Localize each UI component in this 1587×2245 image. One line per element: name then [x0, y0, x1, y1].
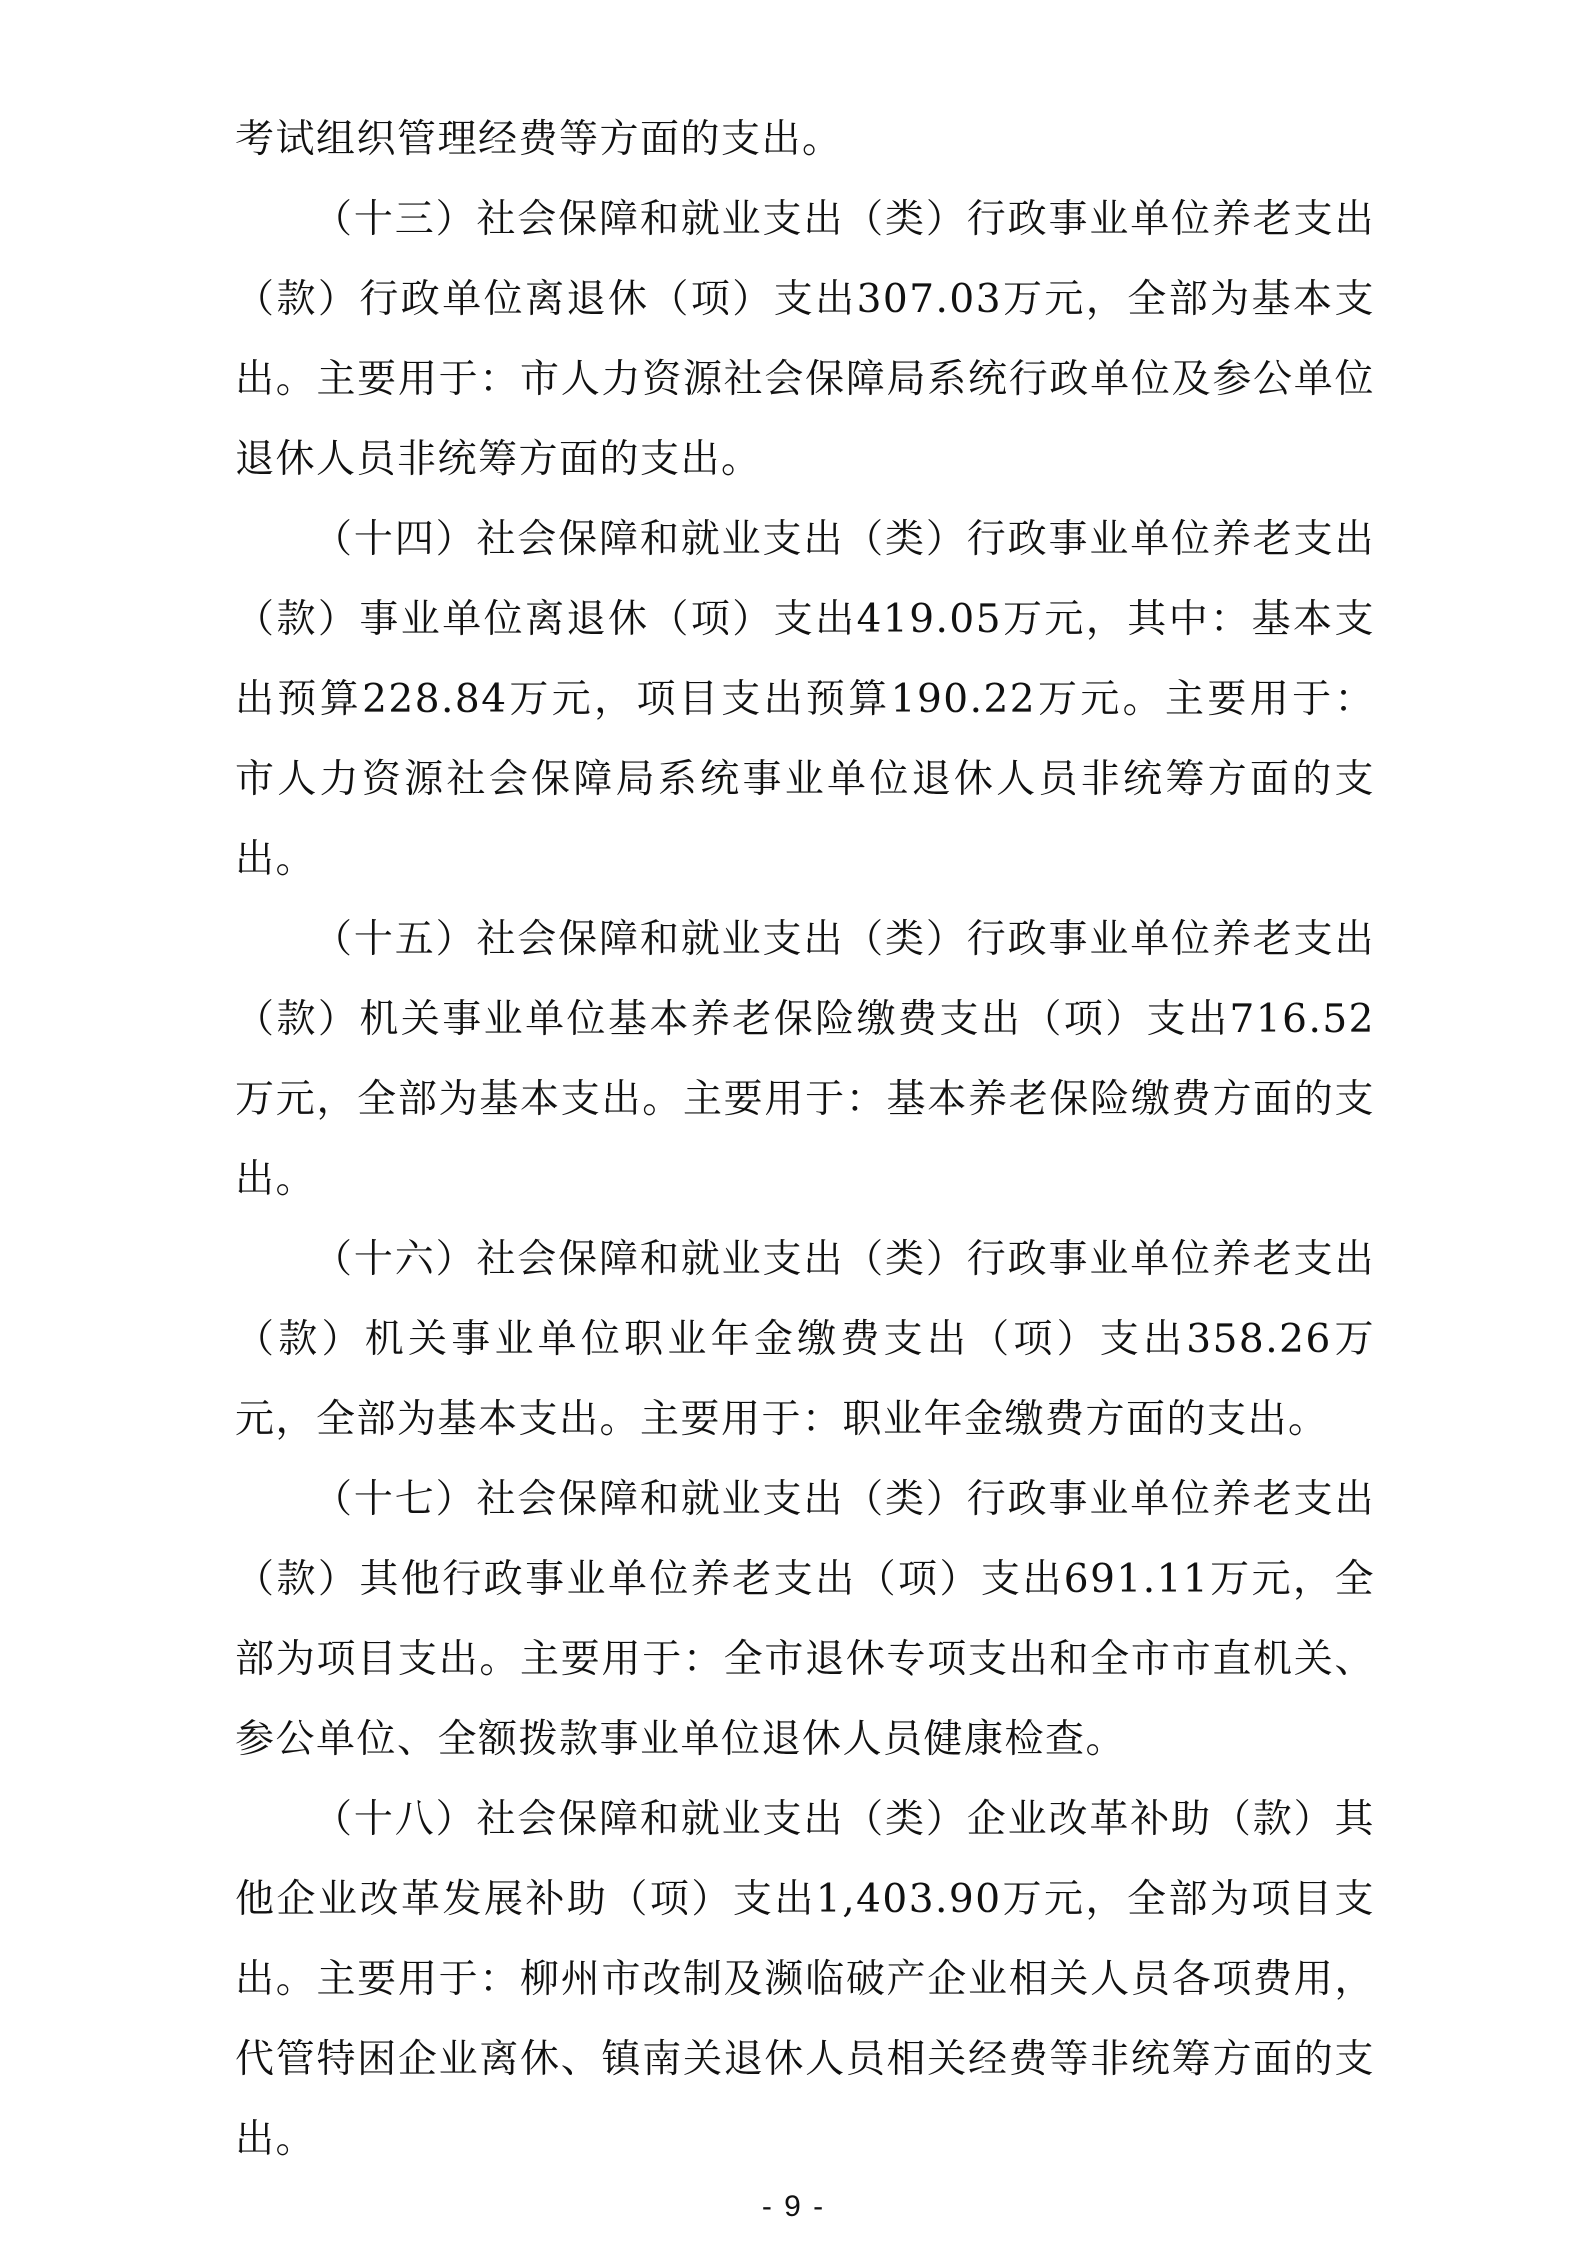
paragraph-15: （十五）社会保障和就业支出（类）行政事业单位养老支出（款）机关事业单位基本养老保险缴费支出（项）支出716.52万元，全部为基本支出。主要用于：基本养老保险缴费方面的支出。	[235, 917, 1375, 1202]
paragraph-16: （十六）社会保障和就业支出（类）行政事业单位养老支出（款）机关事业单位职业年金缴费支出（项）支出358.26万元，全部为基本支出。主要用于：职业年金缴费方面的支出。	[235, 1237, 1375, 1442]
paragraph-17: （十七）社会保障和就业支出（类）行政事业单位养老支出（款）其他行政事业单位养老支出（项）支出691.11万元，全部为项目支出。主要用于：全市退休专项支出和全市市直机关、参公单位、全额拨款事业单位退休人员健康检查。	[235, 1477, 1375, 1762]
paragraph-18: （十八）社会保障和就业支出（类）企业改革补助（款）其他企业改革发展补助（项）支出1,403.90万元，全部为项目支出。主要用于：柳州市改制及濒临破产企业相关人员各项费用，代管特困企业离休、镇南关退休人员相关经费等非统筹方面的支出。	[235, 1797, 1375, 2162]
document-body	[235, 100, 1375, 2180]
page-number: - 9 -	[761, 2190, 826, 2223]
paragraph-14: （十四）社会保障和就业支出（类）行政事业单位养老支出（款）事业单位离退休（项）支出419.05万元，其中：基本支出预算228.84万元，项目支出预算190.22万元。主要用于：市人力资源社会保障局系统事业单位退休人员非统筹方面的支出。	[235, 517, 1375, 882]
paragraph-continuation: 考试组织管理经费等方面的支出。	[235, 117, 843, 162]
paragraph-13: （十三）社会保障和就业支出（类）行政事业单位养老支出（款）行政单位离退休（项）支出307.03万元，全部为基本支出。主要用于：市人力资源社会保障局系统行政单位及参公单位退休人员非统筹方面的支出。	[235, 197, 1375, 482]
